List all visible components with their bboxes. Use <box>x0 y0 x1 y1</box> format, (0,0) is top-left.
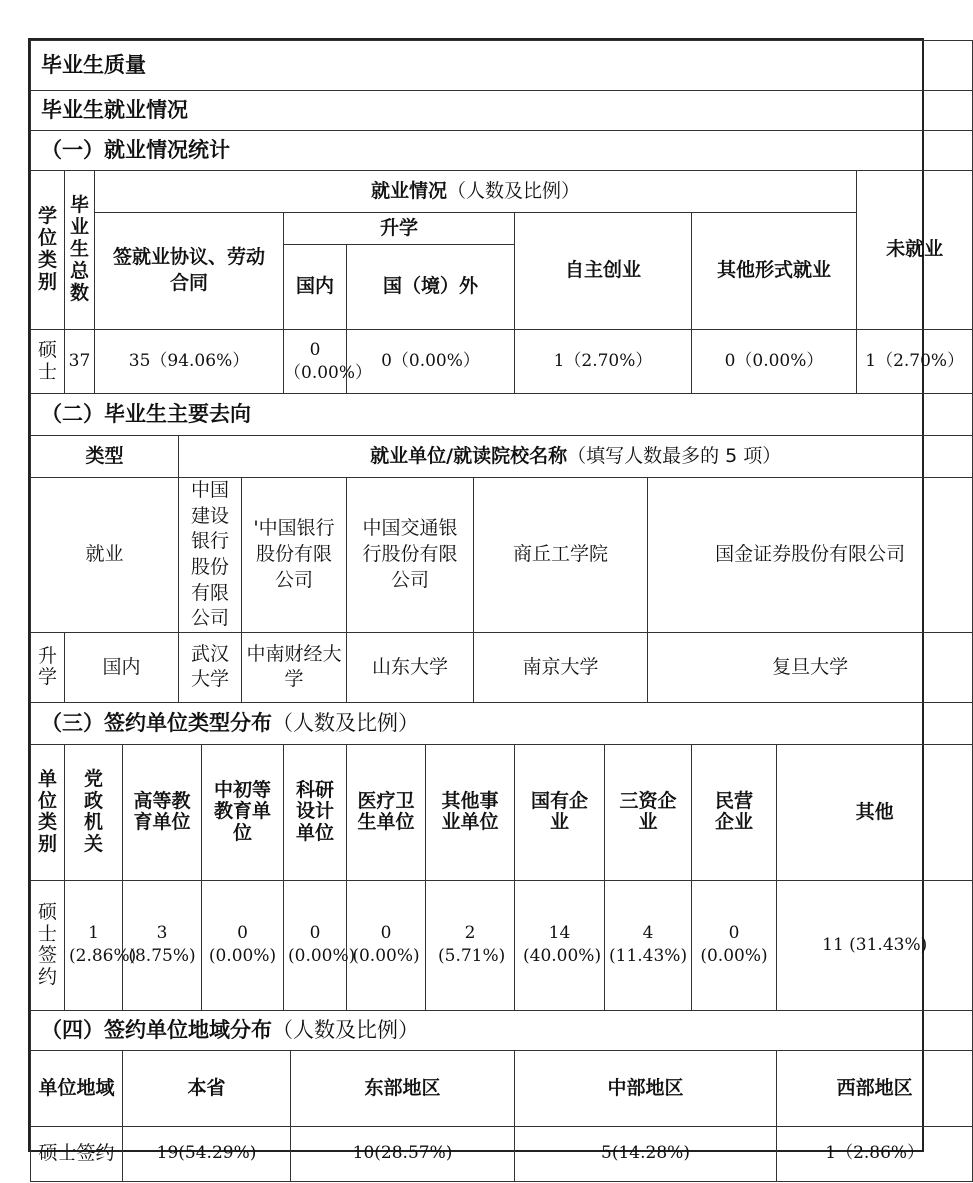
region-west-header: 西部地区 <box>777 1050 973 1126</box>
self-cell: 1（2.70%） <box>515 330 692 394</box>
unit-type-research-value: 0 (0.00%) <box>284 880 347 1010</box>
region-central-header: 中部地区 <box>515 1050 777 1126</box>
unit-type-header: 单位类别 <box>31 744 65 880</box>
col-unemployed-header: 未就业 <box>857 171 973 330</box>
col-other-header: 其他形式就业 <box>692 213 857 330</box>
region-header: 单位地域 <box>31 1050 123 1126</box>
further-destination-3: 山东大学 <box>347 632 474 702</box>
unit-type-other-header: 其他 <box>777 744 973 880</box>
total-cell: 37 <box>65 330 95 394</box>
employment-destination-4: 商丘工学院 <box>474 478 648 633</box>
col-degree-header: 学位类别 <box>31 171 65 330</box>
region-home-header: 本省 <box>123 1050 291 1126</box>
abroad-cell: 0（0.00%） <box>347 330 515 394</box>
unit-type-foreign-header: 三资企业 <box>605 744 692 880</box>
col-total-header: 毕业生总数 <box>65 171 95 330</box>
employment-header-label: 就业情况 <box>370 179 447 202</box>
contract-cell: 35（94.06%） <box>95 330 284 394</box>
unit-type-medical-header: 医疗卫生单位 <box>347 744 426 880</box>
report-page <box>28 38 965 1165</box>
unit-type-higher-edu-value: 3 (8.75%) <box>123 880 202 1010</box>
region-west-value: 1（2.86%） <box>777 1126 973 1181</box>
part4-title-label: （四）签约单位地域分布 <box>41 1018 272 1043</box>
part4-title <box>31 1010 973 1050</box>
part3-title <box>31 702 973 744</box>
section-quality-heading: 毕业生质量 <box>31 41 973 91</box>
part3-title-label: （三）签约单位类型分布 <box>41 711 272 736</box>
destination-header <box>179 436 973 478</box>
domestic-cell: 0（0.00%） <box>284 330 347 394</box>
col-type-header: 类型 <box>31 436 179 478</box>
unit-type-state-value: 14 (40.00%) <box>515 880 605 1010</box>
other-cell: 0（0.00%） <box>692 330 857 394</box>
col-abroad-header: 国（境）外 <box>347 245 515 330</box>
unit-type-state-header: 国有企业 <box>515 744 605 880</box>
employment-label: 就业 <box>31 478 179 633</box>
unit-type-public-header: 其他事业单位 <box>426 744 515 880</box>
unit-type-other-value: 11 (31.43%) <box>777 880 973 1010</box>
col-domestic-header: 国内 <box>284 245 347 330</box>
destination-header-note: （填写人数最多的 5 项） <box>567 444 782 467</box>
region-row-label: 硕士签约 <box>31 1126 123 1181</box>
col-further-header: 升学 <box>284 213 515 245</box>
part1-title: （一）就业情况统计 <box>31 131 973 171</box>
unit-type-row-label: 硕士签约 <box>31 880 65 1010</box>
region-east-header: 东部地区 <box>291 1050 515 1126</box>
employment-header <box>95 171 857 213</box>
region-central-value: 5(14.28%) <box>515 1126 777 1181</box>
region-home-value: 19(54.29%) <box>123 1126 291 1181</box>
employment-destination-5: 国金证券股份有限公司 <box>648 478 973 633</box>
unit-type-higher-edu-header: 高等教育单位 <box>123 744 202 880</box>
further-destination-1: 武汉大学 <box>179 632 242 702</box>
further-label: 升学 <box>31 632 65 702</box>
graduate-quality-table <box>30 40 973 1182</box>
employment-destination-1: 中国建设银行股份有限公司 <box>179 478 242 633</box>
employment-destination-2: '中国银行股份有限公司 <box>242 478 347 633</box>
unit-type-primary-edu-header: 中初等教育单位 <box>202 744 284 880</box>
destination-header-label: 就业单位/就读院校名称 <box>370 444 568 467</box>
unit-type-party-header: 党政机关 <box>65 744 123 880</box>
unit-type-primary-edu-value: 0 (0.00%) <box>202 880 284 1010</box>
col-self-header: 自主创业 <box>515 213 692 330</box>
unit-type-public-value: 2 (5.71%) <box>426 880 515 1010</box>
further-destination-5: 复旦大学 <box>648 632 973 702</box>
unit-type-party-value: 1 (2.86%) <box>65 880 123 1010</box>
region-east-value: 10(28.57%) <box>291 1126 515 1181</box>
col-contract-header: 签就业协议、劳动合同 <box>95 213 284 330</box>
part2-title: （二）毕业生主要去向 <box>31 394 973 436</box>
further-destination-2: 中南财经大学 <box>242 632 347 702</box>
unit-type-private-header: 民营企业 <box>692 744 777 880</box>
employment-header-note: （人数及比例） <box>447 179 581 202</box>
unemployed-cell: 1（2.70%） <box>857 330 973 394</box>
unit-type-foreign-value: 4 (11.43%) <box>605 880 692 1010</box>
part4-title-note: （人数及比例） <box>272 1018 419 1043</box>
unit-type-medical-value: 0 (0.00%) <box>347 880 426 1010</box>
section-employment-heading: 毕业生就业情况 <box>31 91 973 131</box>
unit-type-private-value: 0 (0.00%) <box>692 880 777 1010</box>
degree-cell: 硕士 <box>31 330 65 394</box>
further-domestic-label: 国内 <box>65 632 179 702</box>
employment-destination-3: 中国交通银行股份有限公司 <box>347 478 474 633</box>
part3-title-note: （人数及比例） <box>272 711 419 736</box>
further-destination-4: 南京大学 <box>474 632 648 702</box>
unit-type-research-header: 科研设计单位 <box>284 744 347 880</box>
